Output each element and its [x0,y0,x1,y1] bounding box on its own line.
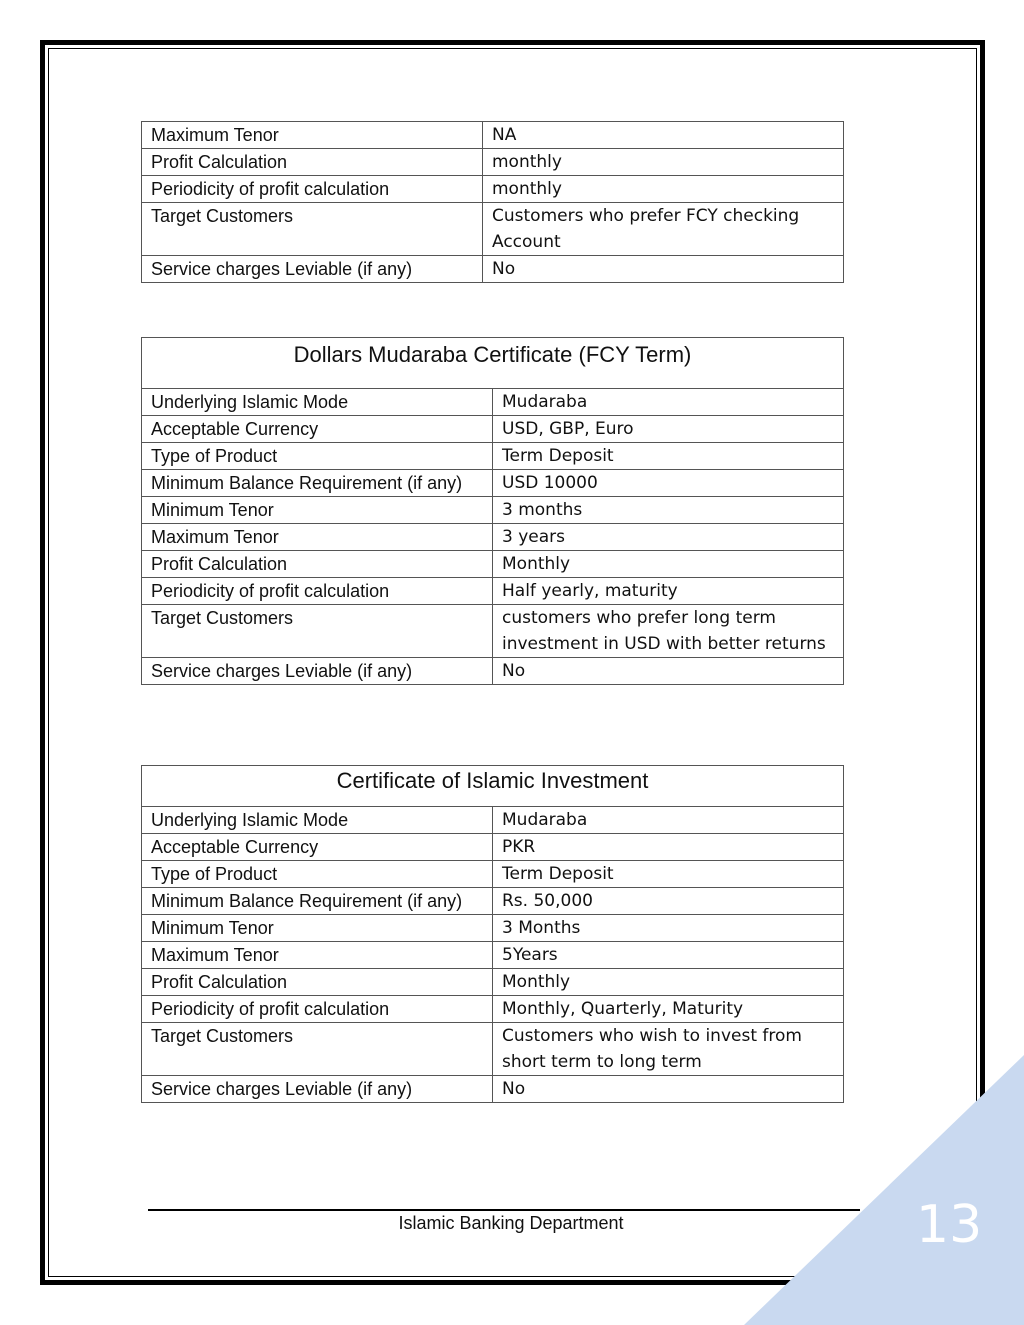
row-label: Maximum Tenor [142,942,493,969]
row-label: Minimum Tenor [142,915,493,942]
row-value: Mudaraba [493,807,844,834]
row-label: Target Customers [142,203,483,256]
row-value: 3 years [493,524,844,551]
row-value: Term Deposit [493,861,844,888]
row-label: Acceptable Currency [142,416,493,443]
row-label: Underlying Islamic Mode [142,389,493,416]
row-label: Service charges Leviable (if any) [142,658,493,685]
table-row [142,996,844,1023]
row-value: Monthly [493,969,844,996]
row-value: Mudaraba [493,389,844,416]
row-value: NA [483,122,844,149]
table-title: Certificate of Islamic Investment [142,766,844,807]
table-row [142,551,844,578]
table-row [142,969,844,996]
row-value: monthly [483,149,844,176]
row-label: Target Customers [142,605,493,658]
table-row [142,149,844,176]
table-row [142,605,844,658]
row-value: Term Deposit [493,443,844,470]
row-value: USD 10000 [493,470,844,497]
row-value: No [483,256,844,283]
table-title-row [142,338,844,389]
row-label: Minimum Balance Requirement (if any) [142,470,493,497]
fcy-checking-spec-table [141,121,844,283]
row-label: Maximum Tenor [142,122,483,149]
row-label: Periodicity of profit calculation [142,996,493,1023]
row-label: Service charges Leviable (if any) [142,1076,493,1103]
table-row [142,176,844,203]
table-row [142,807,844,834]
row-label: Acceptable Currency [142,834,493,861]
table-row [142,524,844,551]
table-title: Dollars Mudaraba Certificate (FCY Term) [142,338,844,389]
row-label: Periodicity of profit calculation [142,176,483,203]
table-row [142,1023,844,1076]
row-label: Profit Calculation [142,149,483,176]
dollars-mudaraba-certificate-table [141,337,844,685]
row-value: customers who prefer long term investment in USD with better returns [493,605,844,658]
table-title-row [142,766,844,807]
row-label: Service charges Leviable (if any) [142,256,483,283]
row-label: Periodicity of profit calculation [142,578,493,605]
table-row [142,256,844,283]
row-value: Customers who prefer FCY checking Account [483,203,844,256]
footer-rule [148,1209,860,1211]
row-label: Type of Product [142,443,493,470]
table-row [142,658,844,685]
table-row [142,416,844,443]
row-label: Profit Calculation [142,551,493,578]
row-value: USD, GBP, Euro [493,416,844,443]
row-label: Type of Product [142,861,493,888]
row-label: Underlying Islamic Mode [142,807,493,834]
row-value: Monthly, Quarterly, Maturity [493,996,844,1023]
table-row [142,122,844,149]
row-value: Half yearly, maturity [493,578,844,605]
table-row [142,942,844,969]
table-row [142,915,844,942]
row-value: monthly [483,176,844,203]
row-label: Profit Calculation [142,969,493,996]
table-row [142,389,844,416]
table-row [142,203,844,256]
row-label: Minimum Balance Requirement (if any) [142,888,493,915]
row-value: Rs. 50,000 [493,888,844,915]
row-value: PKR [493,834,844,861]
row-value: 3 months [493,497,844,524]
footer-department: Islamic Banking Department [398,1213,624,1233]
row-value: Monthly [493,551,844,578]
table-row [142,1076,844,1103]
row-label: Minimum Tenor [142,497,493,524]
table-row [142,861,844,888]
table-row [142,578,844,605]
row-value: No [493,1076,844,1103]
row-value: 5Years [493,942,844,969]
page-number: 13 [916,1195,983,1255]
certificate-islamic-investment-table [141,765,844,1103]
table-row [142,888,844,915]
table-row [142,470,844,497]
row-value: 3 Months [493,915,844,942]
row-label: Target Customers [142,1023,493,1076]
table-row [142,443,844,470]
row-label: Maximum Tenor [142,524,493,551]
row-value: Customers who wish to invest from short term to long term [493,1023,844,1076]
table-row [142,834,844,861]
table-row [142,497,844,524]
row-value: No [493,658,844,685]
